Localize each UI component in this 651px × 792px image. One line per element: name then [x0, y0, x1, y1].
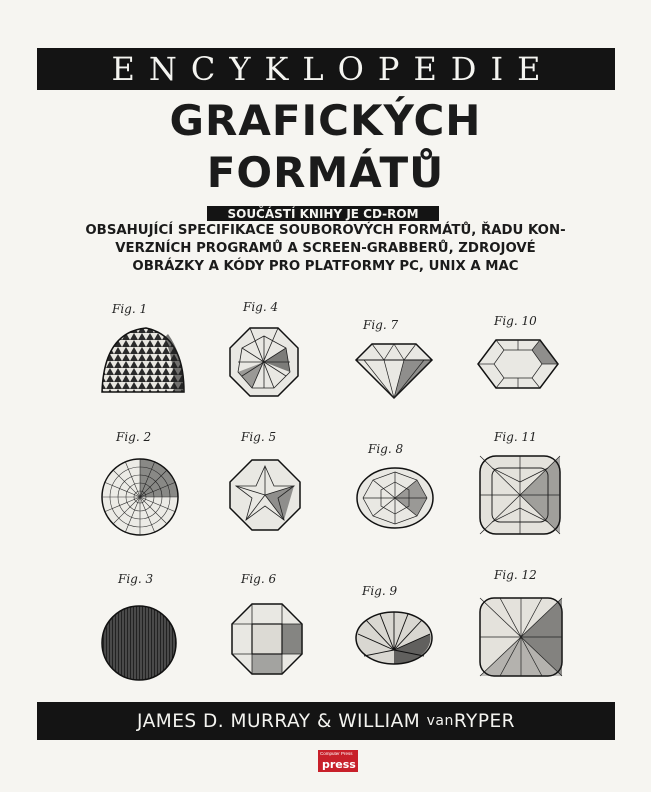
oval-pavilion-gem-icon — [354, 610, 434, 666]
series-banner — [37, 48, 615, 90]
octagon-faceted-gem-icon — [228, 326, 300, 398]
series-title: ENCYKLOPEDIE — [111, 50, 555, 88]
cushion-cut-gem-icon — [478, 454, 562, 536]
round-star-cut-gem-icon — [228, 458, 302, 532]
fig-6-label: Fig. 6 — [241, 572, 277, 586]
fig-4-label: Fig. 4 — [243, 300, 279, 314]
publisher-logo — [318, 750, 358, 772]
fig-9-label: Fig. 9 — [362, 584, 398, 598]
publisher-tagline: Computer Press — [320, 751, 353, 756]
hexagon-faceted-gem-icon — [476, 338, 560, 390]
subtitle-line-1: OBSAHUJÍCÍ SPECIFIKACE SOUBOROVÝCH FORMÁTŮ, ŘADU KON- — [85, 223, 566, 238]
subtitle-line-2: VERZNÍCH PROGRAMŮ A SCREEN-GRABBERŮ, ZDROJOVÉ — [115, 241, 536, 256]
round-radial-gem-icon — [100, 457, 180, 537]
authors-connector: & — [316, 710, 332, 732]
title-line-1: GRAFICKÝCH — [169, 96, 482, 145]
fig-1-label: Fig. 1 — [112, 302, 148, 316]
authors-banner — [37, 702, 615, 740]
author-2-prefix: van — [426, 713, 454, 729]
cd-rom-badge — [207, 206, 439, 221]
octagon-table-cut-gem-icon — [230, 602, 304, 676]
title-line-2: FORMÁTŮ — [206, 148, 445, 197]
subtitle-line-3: OBRÁZKY A KÓDY PRO PLATFORMY PC, UNIX A MAC — [132, 259, 519, 274]
author-2-surname: RYPER — [453, 710, 516, 732]
fig-12-label: Fig. 12 — [494, 568, 537, 582]
fig-5-label: Fig. 5 — [241, 430, 277, 444]
brilliant-side-view-gem-icon — [354, 340, 434, 400]
square-pavilion-gem-icon — [478, 596, 564, 678]
cd-rom-badge-text: SOUČÁSTÍ KNIHY JE CD-ROM — [227, 206, 419, 221]
author-2-given: WILLIAM — [338, 710, 421, 732]
fig-3-label: Fig. 3 — [118, 572, 154, 586]
author-1: JAMES D. MURRAY — [136, 710, 311, 732]
fig-10-label: Fig. 10 — [494, 314, 537, 328]
oval-faceted-gem-icon — [355, 466, 435, 530]
fig-7-label: Fig. 7 — [363, 318, 399, 332]
dome-gem-icon — [98, 326, 188, 394]
round-engraved-gem-icon — [100, 604, 178, 682]
fig-11-label: Fig. 11 — [494, 430, 537, 444]
fig-8-label: Fig. 8 — [368, 442, 404, 456]
publisher-word: press — [322, 758, 356, 771]
fig-2-label: Fig. 2 — [116, 430, 152, 444]
